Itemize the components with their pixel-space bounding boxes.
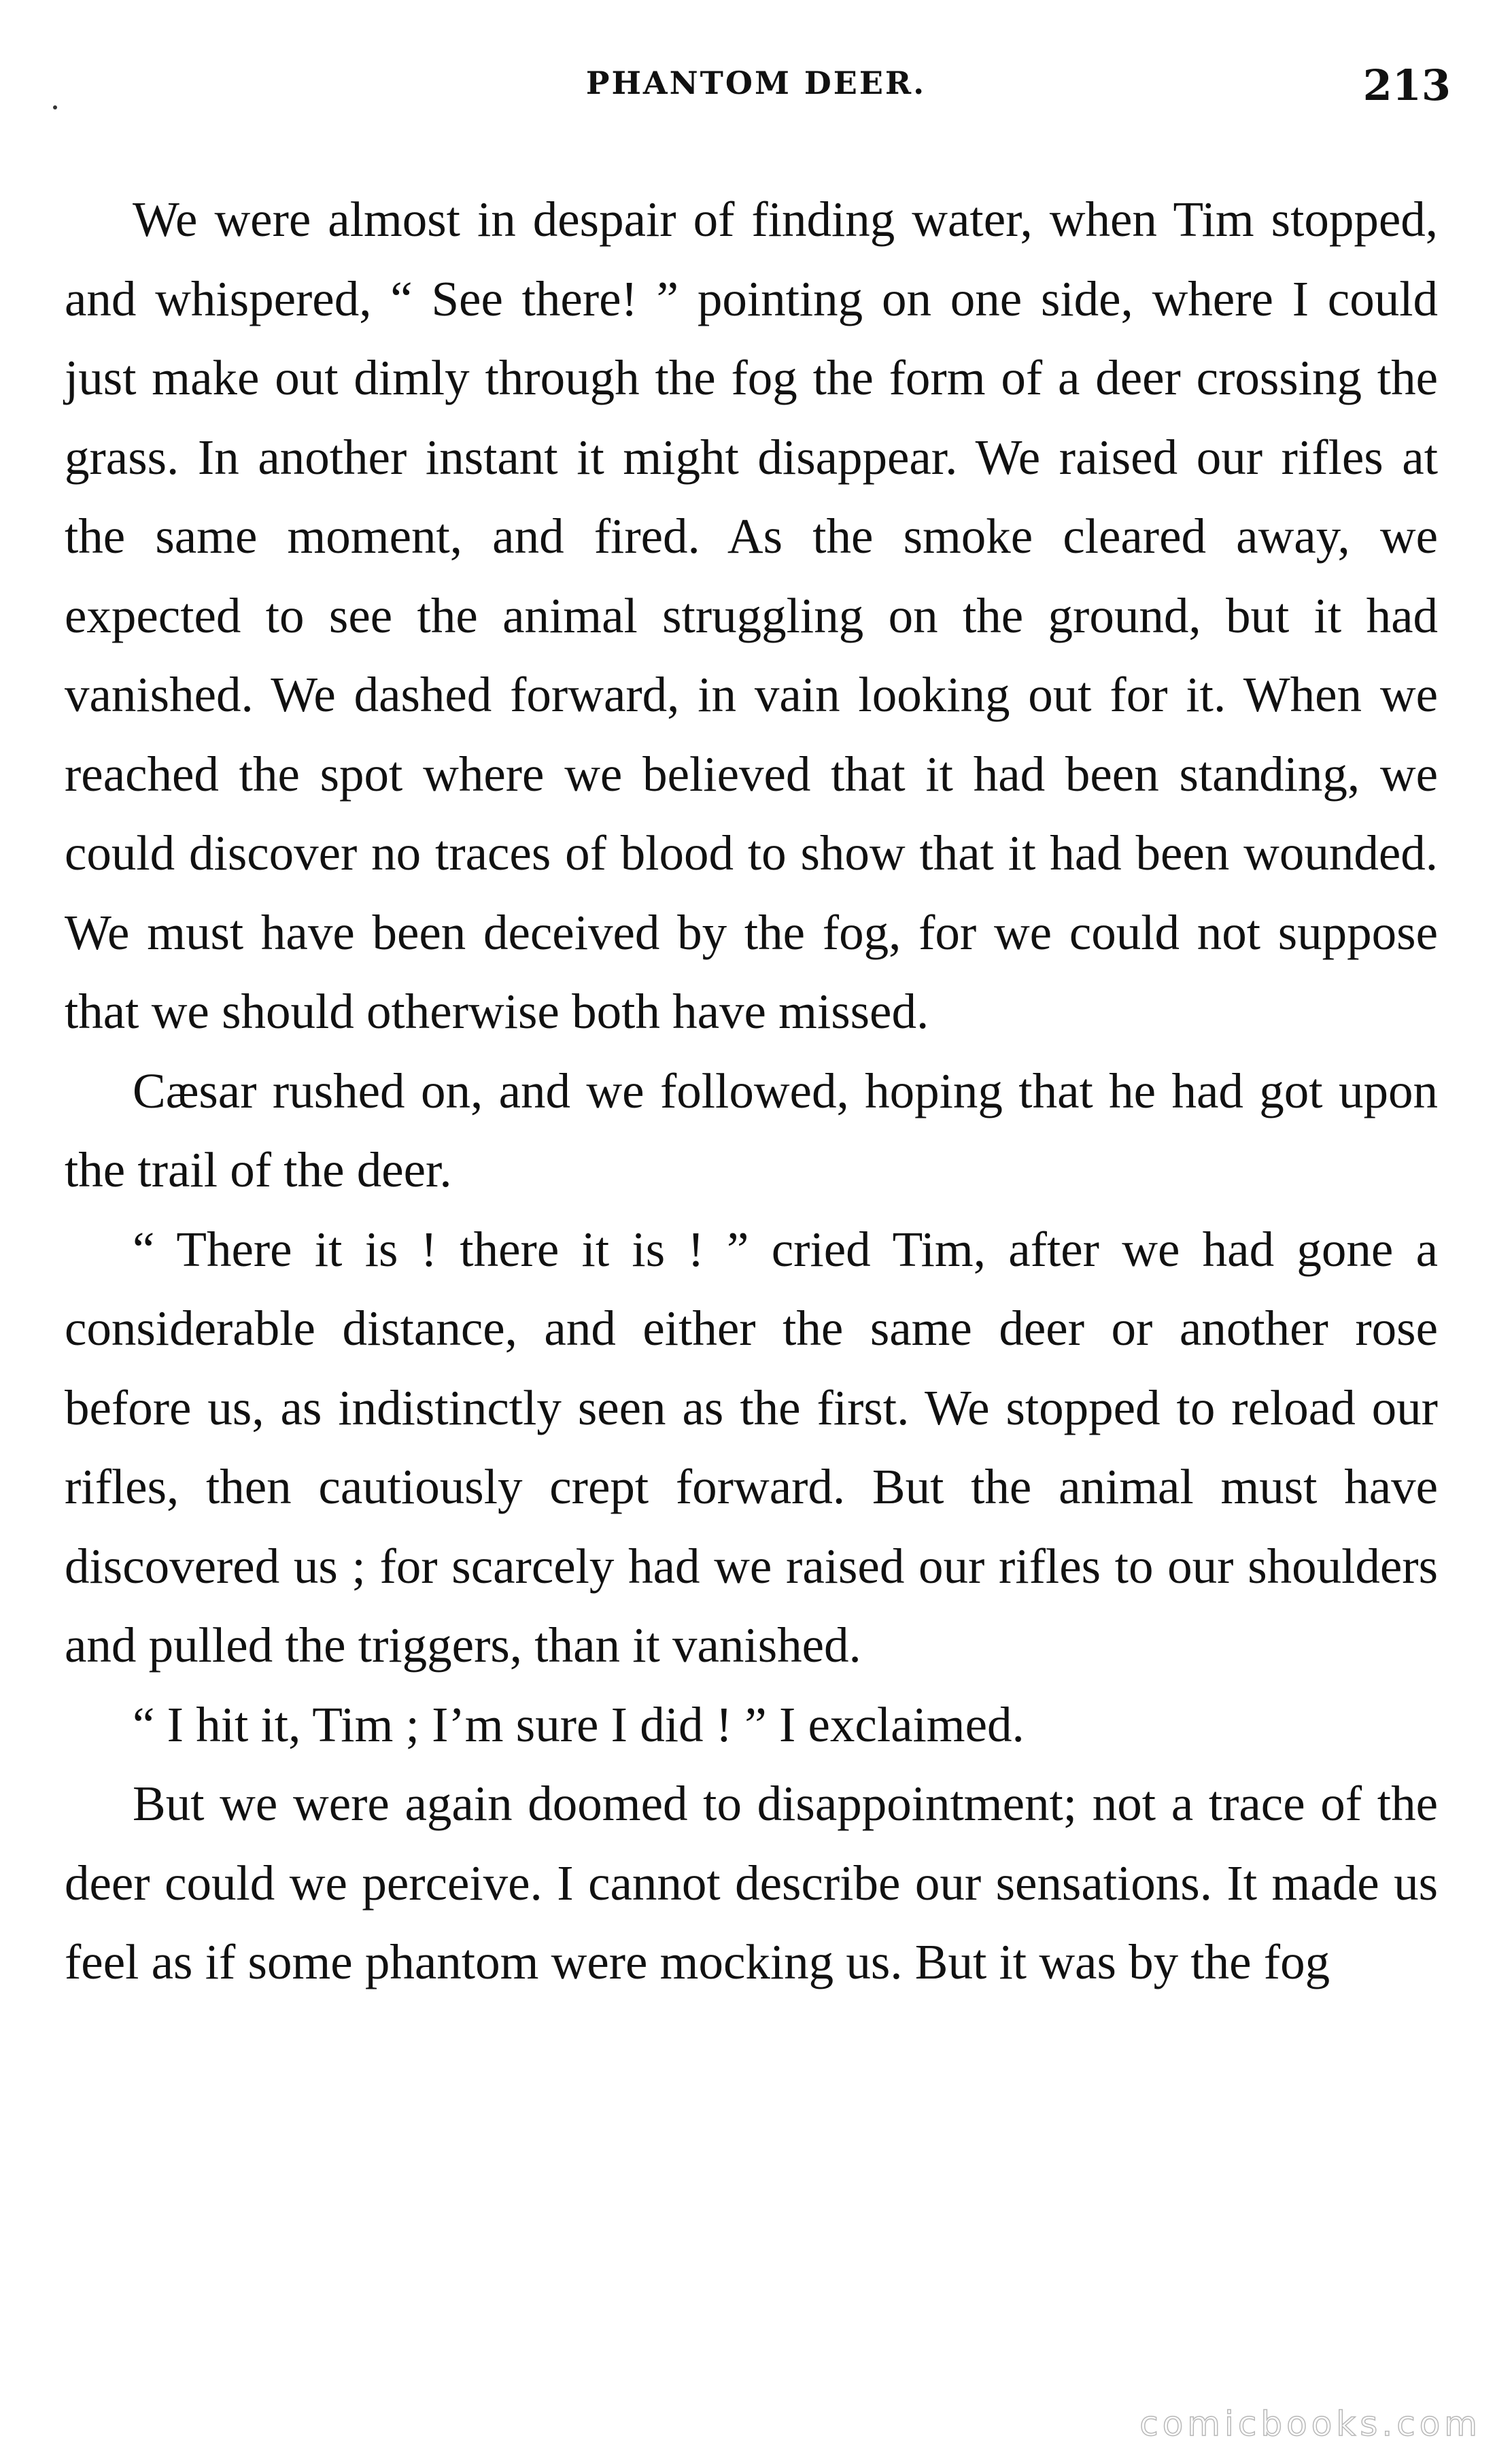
paragraph: Cæsar rushed on, and we followed, hoping that he had got upon the trail of the deer. xyxy=(65,1063,1438,1197)
body-text xyxy=(65,180,1438,2002)
watermark: comicbooks.com xyxy=(1139,2404,1481,2444)
running-title: PHANTOM DEER. xyxy=(585,65,927,101)
paragraph: “ There it is ! there it is ! ” cried Tim, after we had gone a considerable distance, and either the same deer or another rose before us, as indistinctly seen as the first. We stopped to reload our rifles, then cautiously crept forward. But the animal must have discovered us ; for scarcely had we raised our rifles to our shoulders and pulled the triggers, than it vanished. xyxy=(65,1221,1438,1673)
page-number: 213 xyxy=(1362,61,1451,110)
paragraph: But we were again doomed to disappointment; not a trace of the deer could we perceive. I cannot describe our sensations. It made us feel as if some phantom were mocking us. But it was by the fog xyxy=(65,1776,1438,1989)
stray-ink-mark xyxy=(53,105,57,109)
page-header xyxy=(0,61,1512,133)
paragraph: We were almost in despair of finding water, when Tim stopped, and whispered, “ See there! ” pointing on one side, where I could just make out dimly through the fog the form of a deer crossing the grass. In another instant it might disappear. We raised our rifles at the same moment, and fired. As the smoke cleared away, we expected to see the animal struggling on the ground, but it had vanished. We dashed forward, in vain looking out for it. When we reached the spot where we believed that it had been standing, we could discover no traces of blood to show that it had been wounded. We must have been deceived by the fog, for we could not suppose that we should otherwise both have missed. xyxy=(65,192,1438,1039)
paragraph: “ I hit it, Tim ; I’m sure I did ! ” I exclaimed. xyxy=(133,1696,1025,1752)
